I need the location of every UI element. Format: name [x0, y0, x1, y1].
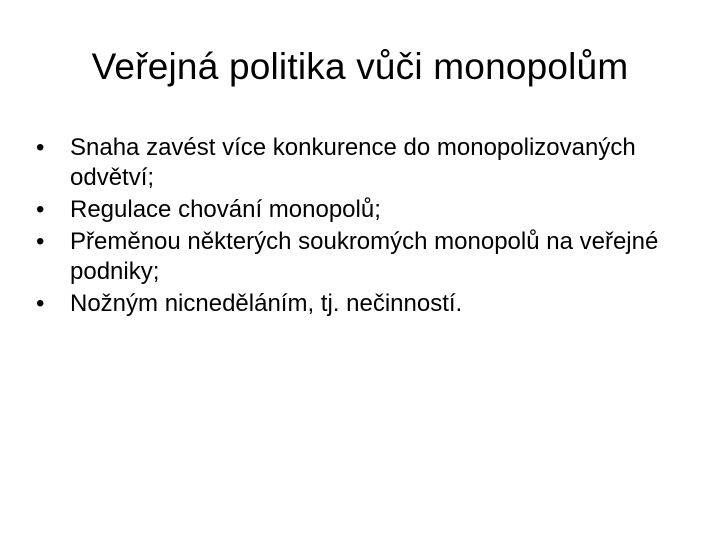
bullet-dot-icon: •	[36, 134, 45, 161]
bullet-text: Přeměnou některých soukromých monopolů na veřejné podniky;	[70, 228, 659, 285]
bullet-item	[36, 133, 676, 193]
bullet-text: Nožným nicneděláním, tj. nečinností.	[70, 290, 463, 317]
bullet-item	[36, 195, 676, 225]
bullet-list	[36, 133, 676, 321]
bullet-dot-icon: •	[36, 196, 45, 223]
bullet-dot-icon: •	[36, 228, 45, 255]
bullet-text: Regulace chování monopolů;	[70, 196, 381, 223]
bullet-dot-icon: •	[36, 290, 45, 317]
bullet-item	[36, 227, 676, 287]
slide-title: Veřejná politika vůči monopolům	[91, 46, 629, 87]
bullet-text: Snaha zavést více konkurence do monopolizovaných odvětví;	[70, 134, 636, 191]
bullet-item	[36, 289, 676, 319]
